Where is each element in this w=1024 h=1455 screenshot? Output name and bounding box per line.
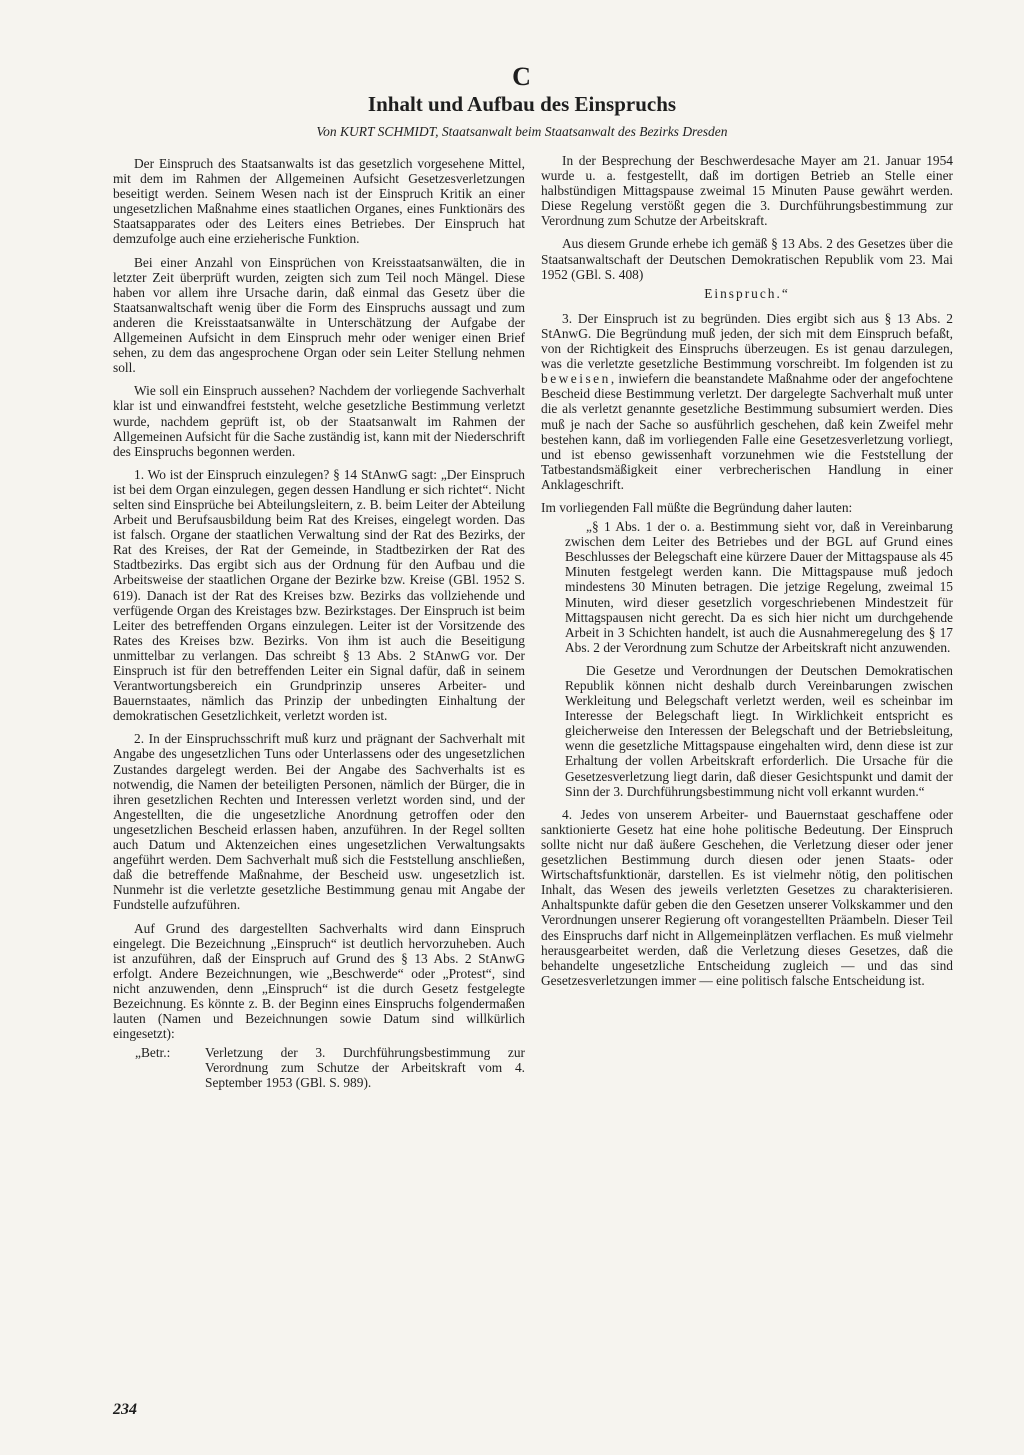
left-column — [113, 156, 525, 1091]
paragraph: Bei einer Anzahl von Einsprüchen von Kreisstaatsanwälten, die in letzter Zeit überprüft wurden, zeigten sich zum Teil noch Mängel. Diese haben vor allem ihre Ursache darin, daß einmal das Gesetz über die Staatsanwaltschaft wenig über die Form des Einspruchs aussagt und zum anderen die Kreisstaatsanwälte in Unterschätzung der Aufgabe der Allgemeinen Aufsicht in dem Einspruch mehr oder weniger einen Brief sehen, zu dem das angesprochene Organ oder sein Leiter Stellung nehmen soll. — [113, 254, 525, 376]
paragraph: Wie soll ein Einspruch aussehen? Nachdem der vorliegende Sachverhalt klar ist und einwandfrei feststeht, welche gesetzliche Bestimmung verletzt wurde, nachdem geprüft ist, ob der Staatsanwalt im Rahmen der Allgemeinen Aufsicht für die Sache zuständig ist, kann mit der Niederschrift des Einspruchs begonnen werden. — [113, 383, 525, 459]
point3-emphasis: beweisen — [541, 371, 611, 387]
point3-text-start: 3. Der Einspruch ist zu begründen. Dies ergibt sich aus § 13 Abs. 2 StAnwG. Die Begründung muß jeden, der sich mit dem Einspruch befaßt, von der Richtigkeit des Einspruchs überzeugen. Es ist genau darzulegen, was die verletzte gesetzliche Bestimmung vorschreibt. Im folgenden ist zu — [541, 310, 953, 372]
reasoning-intro: Im vorliegenden Fall müßte die Begründung daher lauten: — [541, 499, 853, 515]
paragraph-point-4: 4. Jedes von unserem Arbeiter- und Bauernstaat geschaffene oder sanktionierte Gesetz hat eine hohe politische Bedeutung. Der Einspruch sollte nicht nur daß äußere Geschehen, die Verletzung dieser oder jener gesetzlichen Bestimmung durch diesen oder jenen Staats- oder Wirtschaftsfunktionär, darstellen. Es ist vielmehr nötig, den politischen Inhalt, das Wesen des jeweils verletzten Gesetzes zu charakterisieren. Anhaltspunkte dafür geben die den Gesetzen unserer Volkskammer und den Verordnungen unserer Regierung oft vorangestellten Präambeln. Dieser Teil des Einspruchs darf nicht in Allgemeinplätzen verflachen. Es muß vielmehr herausgearbeitet werden, daß die Verletzung dieses Gesetzes, daß die behandelte ungesetzliche Entscheidung zugleich — und das sind Gesetzesverletzungen immer — eine politisch falsche Entscheidung ist. — [541, 806, 953, 988]
betr-block — [135, 1045, 525, 1090]
einspruch-heading: Einspruch.“ — [704, 285, 790, 301]
paragraph: 1. Wo ist der Einspruch einzulegen? § 14 StAnwG sagt: „Der Einspruch ist bei dem Organ einzulegen, gegen dessen Handlung er sich richtet“. Nicht selten sind Einsprüche bei Abteilungsleitern, z. B. beim Leiter der Abteilung Arbeit und Berufsausbildung beim Rat des Kreises, eingelegt worden. Das ist falsch. Organe der staatlichen Verwaltung sind der Rat des Bezirks, der Rat des Kreises, der Rat der Gemeinde, in Stadtbezirken der Rat des Stadtbezirks. Das ergibt sich aus der Ordnung für den Aufbau und die Arbeitsweise der staatlichen Organe der Bezirke bzw. Kreise (GBl. 1952 S. 619). Danach ist der Rat des Kreises bzw. Bezirks das vollziehende und verfügende Organ des Kreistages bzw. Bezirkstages. Der Einspruch ist beim Leiter des betreffenden Organs einzulegen. Leiter ist der Vorsitzende des Rates des Kreises bzw. Bezirks. Von ihm ist auch die Beseitigung unmittelbar zu verlangen. Das schreibt § 13 Abs. 2 StAnwG vor. Der Einspruch ist für den betreffenden Leiter ein Signal dafür, daß in seinem Verantwortungsbereich ein Grundprinzip unseres Arbeiter- und Bauernstaates, nämlich das Prinzip der unbedingten Einhaltung der demokratischen Gesetzlichkeit, verletzt worden ist. — [113, 466, 525, 724]
paragraph: Aus diesem Grunde erhebe ich gemäß § 13 Abs. 2 des Gesetzes über die Staatsanwaltschaft der Deutschen Demokratischen Republik vom 23. Mai 1952 (GBl. S. 408) — [541, 236, 953, 282]
point3-text-end: , inwiefern die beanstandete Maßnahme oder der angefochtene Bescheid diese Bestimmung verletzt. Der dargelegte Sachverhalt muß unter die als verletzt genannte gesetzliche Bestimmung subsumiert werden. Dies muß je nach der Sache so ausführlich geschehen, daß kein Zweifel mehr bestehen kann, daß im vorliegenden Falle eine Gesetzesverletzung vorliegt, und ist ebenso gewissenhaft vorzunehmen wie die Feststellung der Tatbestandsmäßigkeit einer verbrecherischen Handlung in einer Anklageschrift. — [541, 371, 953, 492]
quote-paragraph: Die Gesetze und Verordnungen der Deutschen Demokratischen Republik können nicht deshalb durch Vereinbarungen zwischen Werkleitung und Belegschaft verletzt werden, weil es scheinbar im Interesse der Belegschaft liegt. In Wirklichkeit entspricht es gleicherweise den Interessen der Belegschaft und der Betriebsleitung, wenn die gesetzliche Mittagspause eingehalten wird, denn diese ist zur Erhaltung der vollen Arbeitskraft erforderlich. Die Ursache für die Gesetzesverletzung liegt darin, daß dieser Gesichtspunkt und damit der Sinn der 3. Durchführungsbestimmung nicht voll erkannt wurden.“ — [565, 662, 953, 799]
author-byline: Von KURT SCHMIDT, Staatsanwalt beim Staatsanwalt des Bezirks Dresden — [316, 124, 728, 139]
paragraph: Auf Grund des dargestellten Sachverhalts wird dann Einspruch eingelegt. Die Bezeichnung „Einspruch“ ist deutlich hervorzuheben. Auch ist anzuführen, daß der Einspruch auf Grund des § 13 Abs. 2 StAnwG erfolgt. Andere Bezeichnungen, wie „Beschwerde“ oder „Protest“, sind nicht anzuwenden, denn „Einspruch“ ist die durch Gesetz festgelegte Bezeichnung. Es könnte z. B. der Beginn eines Einspruchs folgendermaßen lauten (Namen und Bezeichnungen sowie Datum sind willkürlich eingesetzt): — [113, 920, 525, 1042]
paragraph: Der Einspruch des Staatsanwalts ist das gesetzlich vorgesehene Mittel, mit dem im Rahmen der Allgemeinen Aufsicht Gesetzesverletzungen beseitigt werden. Seinem Wesen nach ist der Einspruch Kritik an einer ungesetzlichen Maßnahme eines staatlichen Organes, eines Funktionärs des Staatsapparates oder des Leiters eines Betriebes. Der Einspruch hat demzufolge auch eine erzieherische Funktion. — [113, 156, 525, 247]
paragraph-point-3 — [541, 311, 953, 492]
right-column — [541, 153, 953, 996]
article-title: Inhalt und Aufbau des Einspruchs — [367, 92, 677, 116]
section-letter: C — [512, 62, 532, 91]
betr-label: „Betr.: — [135, 1045, 171, 1061]
paragraph: 2. In der Einspruchsschrift muß kurz und prägnant der Sachverhalt mit Angabe des ungesetzlichen Tuns oder Unterlassens oder des ungesetzlichen Zustandes dargelegt werden. Bei der Angabe des Sachverhalts ist es notwendig, die Namen der beteiligten Personen, nämlich der Bürger, die in ihren gesetzlichen Rechten und Interessen verletzt worden sind, und der Angestellten, die die ungesetzliche Anordnung getroffen oder den ungesetzlichen Bescheid erlassen haben, anzuführen. In der Regel sollten auch Datum und Aktenzeichen eines ungesetzlichen Verwaltungsakts angeführt werden. Dem Sachverhalt muß sich die Feststellung anschließen, daß die betreffende Maßnahme, der Bescheid usw. ungesetzlich ist. Nunmehr ist die verletzte gesetzliche Bestimmung genau mit Angabe der Fundstelle aufzuführen. — [113, 731, 525, 913]
reasoning-quote — [541, 519, 953, 799]
page-number: 234 — [113, 1401, 137, 1418]
quote-paragraph: „§ 1 Abs. 1 der o. a. Bestimmung sieht vor, daß in Vereinbarung zwischen dem Leiter des Betriebes und der BGL auf Grund eines Beschlusses der Belegschaft eine kürzere Dauer der Mittagspause als 45 Minuten festgelegt werden kann. Die Mittagspause muß jedoch mindestens 30 Minuten betragen. Die jetzige Regelung, zweimal 15 Minuten, wird dieser gesetzlich vorgeschriebenen Mindestzeit für Mittagspausen nicht gerecht. Da es sich hier nicht um durchgehende Arbeit in 3 Schichten handelt, ist auch die Ausnahmeregelung des § 17 Abs. 2 der Verordnung zum Schutze der Arbeitskraft nicht anzuwenden. — [565, 519, 953, 655]
paragraph: In der Besprechung der Beschwerdesache Mayer am 21. Januar 1954 wurde u. a. festgestellt, daß im dortigen Betrieb an Stelle einer halbstündigen Mittagspause zweimal 15 Minuten Pause gewährt werden. Diese Regelung verstößt gegen die 3. Durchführungsbestimmung zur Verordnung zum Schutze der Arbeitskraft. — [541, 153, 953, 229]
betr-text: Verletzung der 3. Durchführungsbestimmung zur Verordnung zum Schutze der Arbeitskraft vom 4. September 1953 (GBl. S. 989). — [205, 1045, 525, 1091]
